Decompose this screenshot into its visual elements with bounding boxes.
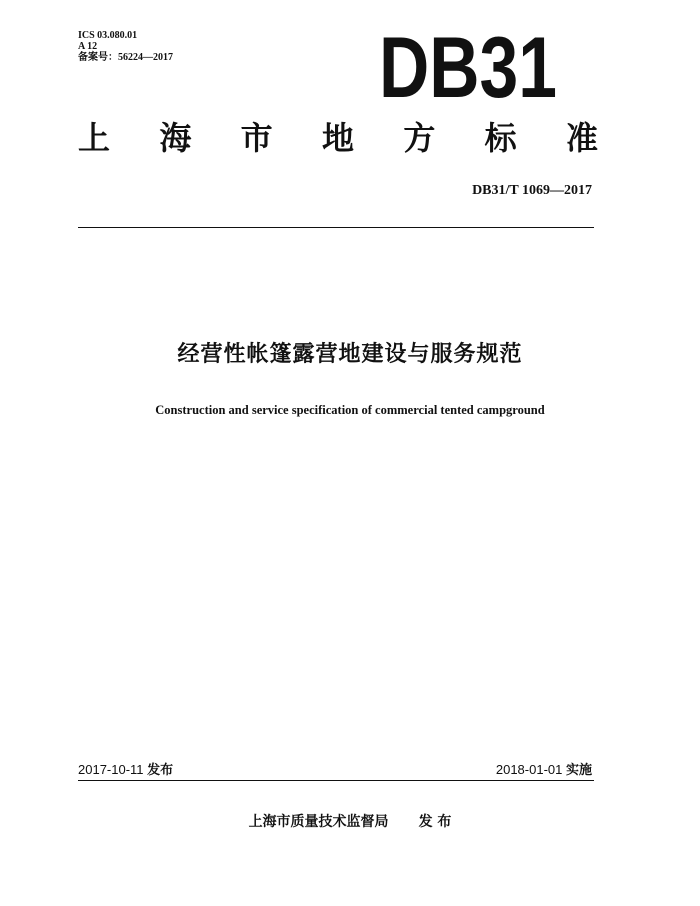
implement-label: 实施: [565, 763, 592, 778]
title-char: 标: [484, 119, 517, 157]
title-chinese: 经营性帐篷露营地建设与服务规范: [177, 342, 523, 367]
title-char: 市: [240, 119, 273, 157]
bottom-divider: [78, 780, 594, 781]
db31-logo: [378, 20, 558, 116]
standard-number: DB31/T 1069—2017: [472, 183, 592, 198]
title-char: 地: [321, 119, 354, 157]
title-english: Construction and service specification of commercial tented campground: [155, 403, 545, 417]
publisher-line: [0, 811, 700, 831]
title-char: 方: [403, 119, 436, 157]
issue-label: 发布: [147, 763, 174, 778]
title-char: 海: [159, 119, 192, 157]
class-code: A 12: [78, 41, 98, 52]
publisher-label: 发 布: [418, 814, 452, 830]
top-divider: [78, 227, 594, 228]
title-char: 准: [565, 119, 598, 157]
ics-code: ICS 03.080.01: [78, 30, 138, 41]
document-meta: [78, 30, 173, 63]
implement-date-line: [496, 759, 592, 778]
publisher-name: 上海市质量技术监督局: [248, 814, 389, 830]
record-number: 备案号：56224—2017: [78, 52, 173, 63]
issue-date: 2017-10-11: [78, 762, 144, 777]
implement-date: 2018-01-01: [495, 762, 563, 777]
issue-date-line: [78, 759, 173, 778]
title-char: 上: [78, 119, 111, 157]
logo-text: DB31: [379, 20, 557, 116]
standard-category-title: [78, 118, 598, 158]
